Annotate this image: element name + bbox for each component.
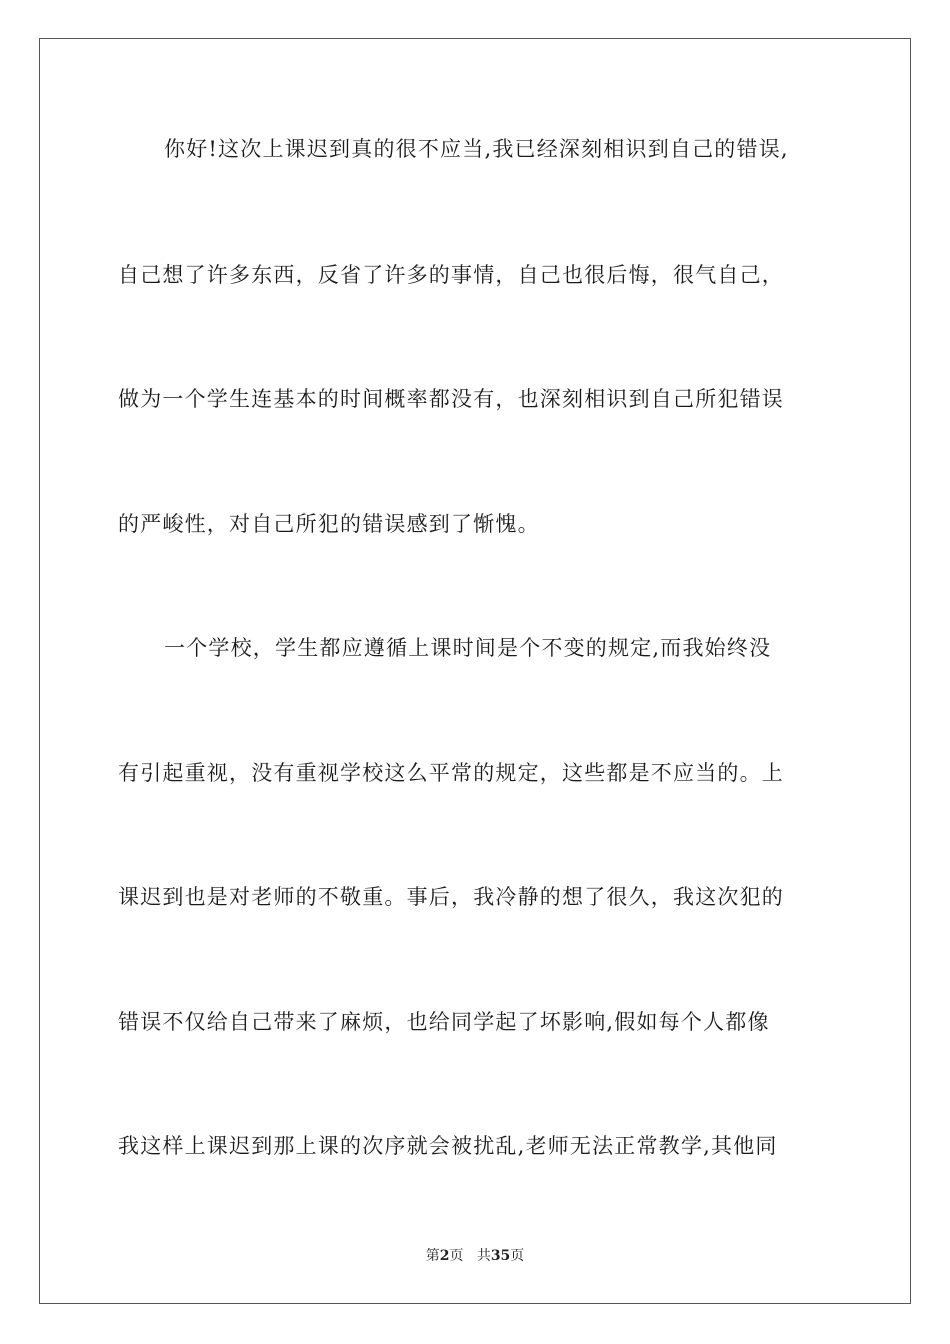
page-border — [39, 38, 911, 1304]
total-pages: 35 — [490, 1248, 511, 1264]
page-number: 2 — [439, 1248, 450, 1264]
paragraph-2-line-1: 一个学校，学生都应遵循上课时间是个不变的规定,而我始终没 — [164, 636, 772, 660]
page-footer — [0, 1246, 950, 1266]
paragraph-2-line-5: 我这样上课迟到那上课的次序就会被扰乱,老师无法正常教学,其他同 — [118, 1134, 778, 1158]
paragraph-1-line-2: 自己想了许多东西，反省了许多的事情，自己也很后悔，很气自己， — [118, 263, 784, 287]
total-prefix: 共 — [476, 1248, 491, 1264]
paragraph-1-line-4: 的严峻性，对自己所犯的错误感到了惭愧。 — [118, 512, 540, 536]
total-suffix: 页 — [510, 1248, 525, 1264]
paragraph-1-line-1: 你好!这次上课迟到真的很不应当,我已经深刻相识到自己的错误, — [164, 137, 789, 161]
paragraph-2-line-2: 有引起重视，没有重视学校这么平常的规定，这些都是不应当的。上 — [118, 761, 784, 785]
paragraph-2-line-3: 课迟到也是对老师的不敬重。事后，我冷静的想了很久，我这次犯的 — [118, 885, 784, 909]
paragraph-1-line-3: 做为一个学生连基本的时间概率都没有，也深刻相识到自己所犯错误 — [118, 387, 784, 411]
paragraph-2-line-4: 错误不仅给自己带来了麻烦，也给同学起了坏影响,假如每个人都像 — [118, 1010, 770, 1034]
page-prefix: 第 — [425, 1248, 440, 1264]
page-suffix: 页 — [449, 1248, 464, 1264]
